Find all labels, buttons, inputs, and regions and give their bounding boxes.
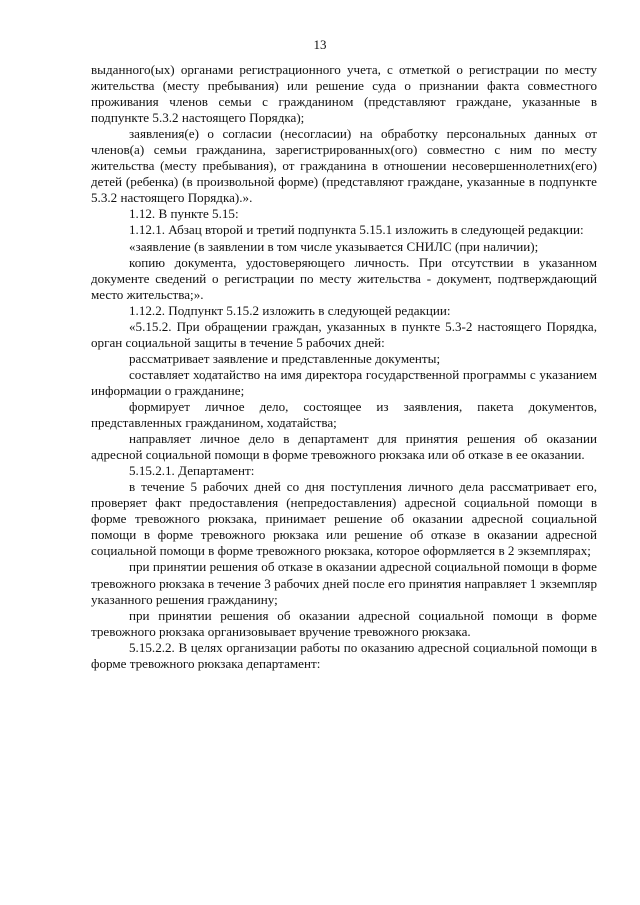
document-body bbox=[91, 62, 597, 672]
paragraph: 5.15.2.1. Департамент: bbox=[129, 463, 255, 479]
paragraph: «заявление (в заявлении в том числе указывается СНИЛС (при наличии); bbox=[129, 238, 539, 254]
paragraph: 1.12. В пункте 5.15: bbox=[129, 206, 239, 222]
paragraph: при принятии решения об оказании адресной социальной помощи в форме тревожного рюкзака организовывает вручение тревожного рюкзака. bbox=[91, 607, 597, 639]
paragraph: 5.15.2.2. В целях организации работы по оказанию адресной социальной помощи в форме тревожного рюкзака департамент: bbox=[91, 639, 597, 671]
page-number: 13 bbox=[313, 37, 327, 52]
paragraph: составляет ходатайство на имя директора государственной программы с указанием информации о гражданине; bbox=[91, 366, 597, 398]
paragraph: рассматривает заявление и представленные документы; bbox=[129, 350, 441, 366]
paragraph: 1.12.1. Абзац второй и третий подпункта 5.15.1 изложить в следующей редакции: bbox=[129, 222, 584, 238]
paragraph: копию документа, удостоверяющего личность. При отсутствии в указанном документе сведений о регистрации по месту жительства - документ, подтверждающий место жительства;». bbox=[91, 254, 597, 302]
paragraph: 1.12.2. Подпункт 5.15.2 изложить в следующей редакции: bbox=[129, 302, 451, 318]
paragraph: формирует личное дело, состоящее из заявления, пакета документов, представленных гражданином, ходатайства; bbox=[91, 398, 597, 431]
paragraph: заявления(е) о согласии (несогласии) на обработку персональных данных от членов(а) семьи гражданина, зарегистрированных(ого) совместно с ним по месту жительства (месту пребывания), от гражданина в отношении несовершеннолетних(его) детей (ребенка) (в произвольной форме) (представляют граждане, указанные в подпункте 5.3.2 настоящего Порядка).». bbox=[91, 126, 597, 206]
paragraph: направляет личное дело в департамент для принятия решения об оказании адресной социальной помощи в форме тревожного рюкзака или об отказе в ее оказании. bbox=[91, 431, 597, 463]
paragraph: «5.15.2. При обращении граждан, указанных в пункте 5.3-2 настоящего Порядка, орган социальной защиты в течение 5 рабочих дней: bbox=[91, 318, 597, 350]
paragraph: выданного(ых) органами регистрационного учета, с отметкой о регистрации по месту жительства (месту пребывания) или решение суда о признании факта совместного проживания членов семьи с гражданином (представляют граждане, указанные в подпункте 5.3.2 настоящего Порядка); bbox=[91, 62, 597, 126]
paragraph: в течение 5 рабочих дней со дня поступления личного дела рассматривает его, проверяет факт предоставления (непредоставления) адресной социальной помощи в форме тревожного рюкзака, принимает решение об оказании адресной социальной помощи в форме тревожного рюкзака или решение об отказе в оказании адресной социальной помощи в форме тревожного рюкзака, которое оформляется в 2 экземплярах; bbox=[91, 479, 597, 559]
paragraph: при принятии решения об отказе в оказании адресной социальной помощи в форме тревожного рюкзака в течение 3 рабочих дней после его принятия направляет 1 экземпляр указанного решения гражданину; bbox=[91, 559, 597, 607]
